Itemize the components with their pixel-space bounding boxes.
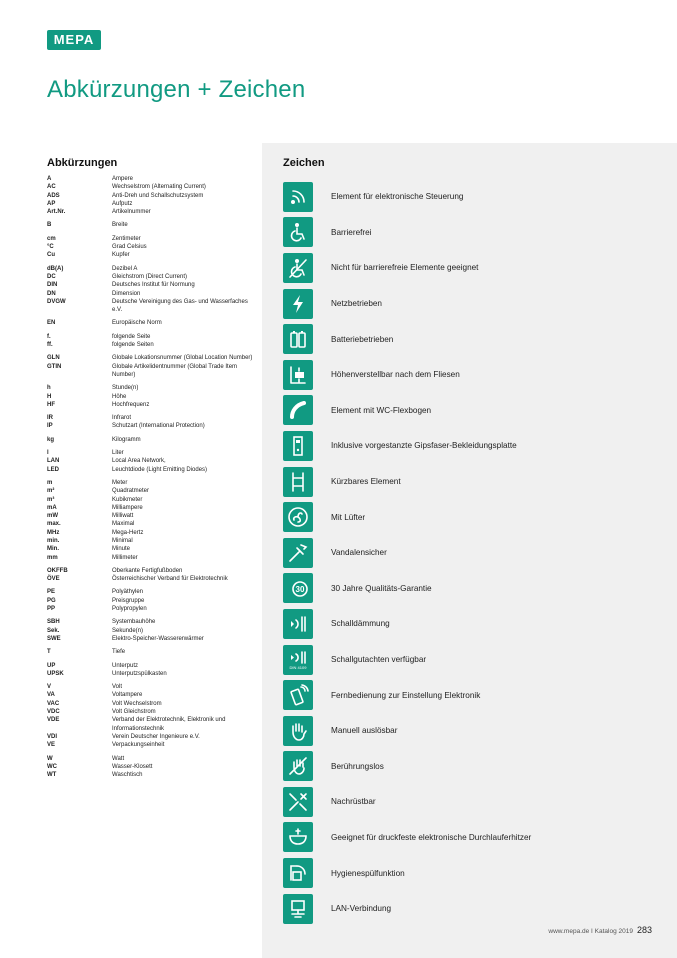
abbreviation-row [47,251,257,259]
abbreviation-term: LED [47,466,59,473]
abbreviation-row [47,504,257,512]
symbol-label: Schallgutachten verfügbar [331,655,427,665]
abbreviation-definition: Deutsche Vereinigung des Gas- und Wasserfaches e.V. [112,298,248,314]
abbreviation-row [47,333,257,341]
abbreviation-row [47,449,257,457]
abbreviation-definition: Gleichstrom (Direct Current) [112,273,188,280]
abbreviation-definition: Volt [112,684,123,691]
abbreviation-definition: Wechselstrom (Alternating Current) [112,184,206,191]
symbol-label: 30 Jahre Qualitäts-Garantie [331,583,432,593]
abbreviation-group [47,384,257,409]
abbreviation-group [47,221,257,229]
symbol-label: Vandalensicher [331,548,387,558]
abbreviation-definition: Preisgruppe [112,597,145,604]
abbreviation-term: LAN [47,458,60,465]
abbreviation-definition: Verpackungseinheit [112,742,165,749]
abbreviation-group [47,662,257,679]
symbol-label: Mit Lüfter [331,512,366,522]
symbols-section [283,157,673,926]
symbol-label: Barrierefrei [331,227,372,237]
abbreviation-group [47,319,257,327]
lan-icon [283,894,313,924]
abbreviation-row [47,319,257,327]
abbreviation-term: Sek. [47,627,60,634]
abbreviation-term: m [47,479,53,486]
abbreviation-row [47,662,257,670]
abbreviation-row [47,414,257,422]
abbreviation-definition: Millimeter [112,554,138,561]
abbreviation-row [47,554,257,562]
abbreviation-term: GTIN [47,363,62,370]
abbreviation-row [47,733,257,741]
abbreviation-definition: Dezibel A [112,265,138,272]
symbol-label: Fernbedienung zur Einstellung Elektronik [331,690,481,700]
abbreviation-term: WC [47,763,57,770]
abbreviation-definition: Anti-Dreh und Schallschutzsystem [112,192,204,199]
abbreviation-term: PP [47,606,56,613]
abbreviation-group [47,683,257,749]
abbreviation-row [47,648,257,656]
abbreviation-row [47,627,257,635]
abbreviation-term: B [47,222,52,229]
abbreviation-row [47,363,257,380]
symbol-label: Hygienespülfunktion [331,868,405,878]
symbol-label: Geeignet für druckfeste elektronische Durchlauferhitzer [331,832,532,842]
symbols-heading: Zeichen [283,157,325,169]
abbreviation-row [47,567,257,575]
abbreviation-definition: Systembauhöhe [112,619,156,626]
height-adjust-icon [283,360,313,390]
abbreviations-heading: Abkürzungen [47,157,118,169]
abbreviation-definition: Polyäthylen [112,589,144,596]
symbol-row [283,215,673,251]
abbreviation-definition: Kupfer [112,252,130,259]
abbreviation-row [47,290,257,298]
abbreviation-row [47,354,257,362]
symbol-label: Nachrüstbar [331,797,376,807]
abbreviation-row [47,545,257,553]
abbreviation-row [47,683,257,691]
abbreviation-row [47,221,257,229]
symbol-label: Nicht für barrierefreie Elemente geeignet [331,263,479,273]
abbreviation-row [47,520,257,528]
batteries-icon [283,324,313,354]
washbasin-heater-icon [283,822,313,852]
abbreviation-definition: folgende Seiten [112,342,154,349]
abbreviation-definition: Minute [112,546,131,553]
wheelchair-crossed-icon [283,253,313,283]
abbreviation-row [47,763,257,771]
abbreviation-row [47,298,257,315]
symbols-list [283,179,673,926]
abbreviation-term: max. [47,521,61,528]
symbol-label: Kürzbares Element [331,477,401,487]
abbreviation-definition: Infrarot [112,415,132,422]
abbreviation-term: Art.Nr. [47,209,66,216]
abbreviations-section [47,157,257,784]
gypsum-panel-icon [283,431,313,461]
abbreviation-row [47,393,257,401]
abbreviation-definition: Sekunde(n) [112,627,144,634]
abbreviation-group [47,175,257,216]
symbol-label: Berührungslos [331,761,384,771]
abbreviation-term: ADS [47,192,60,199]
symbol-row [283,357,673,393]
abbreviation-term: PG [47,597,56,604]
abbreviation-row [47,265,257,273]
abbreviation-row [47,496,257,504]
abbreviation-term: h [47,385,51,392]
symbol-row [283,606,673,642]
abbreviation-row [47,605,257,613]
abbreviation-term: DVGW [47,298,66,305]
symbol-row [283,784,673,820]
abbreviation-row [47,175,257,183]
abbreviation-term: m² [47,488,55,495]
abbreviation-row [47,422,257,430]
abbreviation-term: HF [47,401,55,408]
abbreviation-term: f. [47,333,51,340]
abbreviation-term: W [47,755,53,762]
abbreviation-row [47,716,257,733]
page-number: 283 [636,925,652,935]
abbreviation-row [47,597,257,605]
abbreviation-definition: Waschtisch [112,772,143,779]
abbreviation-term: min. [47,537,60,544]
abbreviation-definition: Verein Deutscher Ingenieure e.V. [112,733,200,740]
guarantee-30-icon [283,573,313,603]
abbreviation-row [47,235,257,243]
abbreviation-definition: Tiefe [112,649,126,656]
symbol-row [283,321,673,357]
abbreviation-definition: Österreichischer Verband für Elektrotechnik [112,576,228,583]
symbol-row [283,713,673,749]
abbreviation-term: UP [47,662,56,669]
abbreviation-row [47,588,257,596]
abbreviation-definition: Liter [112,450,124,457]
symbol-label: Inklusive vorgestanzte Gipsfaser-Bekleidungsplatte [331,441,517,451]
abbreviation-term: mA [47,504,57,511]
abbreviation-definition: Grad Celsius [112,244,147,251]
flex-bend-icon [283,395,313,425]
abbreviation-definition: Zentimeter [112,235,141,242]
abbreviation-row [47,208,257,216]
abbreviation-row [47,575,257,583]
abbreviation-term: mW [47,513,58,520]
symbol-label: Element mit WC-Flexbogen [331,405,432,415]
abbreviation-definition: Globale Lokationsnummer (Global Location Number) [112,355,253,362]
symbol-row [283,571,673,607]
abbreviation-definition: Maximal [112,521,135,528]
abbreviation-row [47,700,257,708]
abbreviation-term: Cu [47,252,55,259]
abbreviation-term: WT [47,772,57,779]
abbreviation-term: SWE [47,635,61,642]
abbreviation-row [47,741,257,749]
symbol-row [283,749,673,785]
abbreviation-row [47,466,257,474]
symbol-label: Element für elektronische Steuerung [331,192,464,202]
abbreviation-term: DN [47,290,56,297]
abbreviation-row [47,192,257,200]
wheelchair-icon [283,217,313,247]
abbreviation-term: DIN [47,282,58,289]
abbreviation-term: AP [47,200,56,207]
symbol-label: Höhenverstellbar nach dem Fliesen [331,370,460,380]
brand-logo: MEPA [47,30,101,50]
abbreviation-group [47,648,257,656]
abbreviation-definition: Unterputz [112,662,139,669]
abbreviation-term: ÖVE [47,576,60,583]
abbreviation-definition: Schutzart (International Protection) [112,423,205,430]
vandal-proof-icon [283,538,313,568]
abbreviation-row [47,401,257,409]
abbreviation-definition: Hochfrequenz [112,401,150,408]
abbreviation-term: m³ [47,496,55,503]
abbreviation-definition: Höhe [112,393,127,400]
abbreviation-row [47,436,257,444]
abbreviation-definition: Mega-Hertz [112,529,144,536]
symbol-row [283,820,673,856]
abbreviation-definition: Kilogramm [112,436,141,443]
abbreviation-definition: Milliwatt [112,513,134,520]
sound-insulation-icon [283,609,313,639]
abbreviation-definition: Stunde(n) [112,385,139,392]
symbol-label: Manuell auslösbar [331,726,398,736]
abbreviation-group [47,354,257,379]
abbreviation-definition: Local Area Network, [112,458,166,465]
abbreviation-group [47,479,257,562]
sound-report-icon [283,645,313,675]
abbreviation-definition: Europäische Norm [112,320,162,327]
signal-waves-icon [283,182,313,212]
symbol-label: Netzbetrieben [331,299,382,309]
symbol-row [283,428,673,464]
abbreviation-definition: Ampere [112,176,134,182]
abbreviation-group [47,588,257,613]
abbreviation-definition: Minimal [112,537,133,544]
abbreviation-row [47,243,257,251]
abbreviation-term: DC [47,273,56,280]
symbol-row [283,464,673,500]
abbreviation-term: GLN [47,355,60,362]
abbreviation-term: VDI [47,733,58,740]
abbreviation-term: l [47,450,49,457]
hygiene-flush-icon [283,858,313,888]
abbreviation-row [47,457,257,465]
abbreviation-row [47,618,257,626]
abbreviation-group [47,449,257,474]
abbreviation-row [47,479,257,487]
abbreviation-definition: Quadratmeter [112,488,150,495]
symbol-row [283,642,673,678]
symbol-row [283,499,673,535]
hand-icon [283,716,313,746]
abbreviation-definition: Aufputz [112,200,133,207]
abbreviation-row [47,708,257,716]
abbreviation-term: cm [47,235,56,242]
abbreviation-term: mm [47,554,58,561]
abbreviation-term: MHz [47,529,60,536]
abbreviations-list [47,175,257,779]
abbreviation-definition: Leuchtdiode (Light Emitting Diodes) [112,466,208,473]
symbol-row [283,535,673,571]
tools-icon [283,787,313,817]
abbreviation-term: H [47,393,52,400]
abbreviation-definition: Milliampere [112,504,143,511]
symbol-label: LAN-Verbindung [331,904,392,914]
abbreviation-row [47,537,257,545]
abbreviation-term: IR [47,415,53,422]
remote-control-icon [283,680,313,710]
abbreviation-definition: Volt Wechselstrom [112,700,162,707]
abbreviation-definition: Dimension [112,290,141,297]
symbol-row [283,677,673,713]
abbreviation-row [47,341,257,349]
symbol-row [283,393,673,429]
abbreviation-group [47,235,257,260]
abbreviation-group [47,333,257,350]
abbreviation-term: VAC [47,700,60,707]
abbreviation-group [47,265,257,315]
abbreviation-row [47,200,257,208]
abbreviation-group [47,414,257,431]
symbol-row [283,855,673,891]
symbol-row [283,891,673,927]
abbreviation-row [47,635,257,643]
abbreviation-definition: Globale Artikelidentnummer (Global Trade Item Number) [112,363,238,378]
abbreviation-term: A [47,176,52,182]
fan-icon [283,502,313,532]
abbreviation-row [47,691,257,699]
abbreviation-row [47,755,257,763]
symbol-row [283,179,673,215]
abbreviation-row [47,183,257,191]
svg-text:DIN 4109: DIN 4109 [289,664,307,670]
abbreviation-definition: Polypropylen [112,606,147,613]
abbreviation-term: AC [47,184,56,191]
abbreviation-group [47,618,257,643]
abbreviation-term: VDC [47,709,60,716]
abbreviation-term: VA [47,692,55,699]
abbreviation-definition: Artikelnummer [112,209,151,216]
abbreviation-row [47,384,257,392]
page-footer [548,925,652,935]
abbreviation-term: dB(A) [47,265,64,272]
abbreviation-term: VDE [47,717,60,724]
abbreviation-definition: Verband der Elektrotechnik, Elektronik und Informationstechnik [112,717,226,732]
symbol-row [283,250,673,286]
abbreviation-term: SBH [47,619,60,626]
abbreviation-definition: Breite [112,222,128,229]
svg-text:30: 30 [295,585,305,595]
abbreviation-definition: Watt [112,755,125,762]
abbreviation-row [47,281,257,289]
abbreviation-definition: Elektro-Speicher-Wassererwärmer [112,635,204,642]
abbreviation-group [47,755,257,780]
abbreviation-term: IP [47,423,53,430]
abbreviation-term: Min. [47,546,59,553]
abbreviation-definition: Wasser-Klosett [112,763,153,770]
symbol-label: Batteriebetrieben [331,334,394,344]
abbreviation-definition: folgende Seite [112,333,151,340]
abbreviation-term: ff. [47,342,53,349]
abbreviation-row [47,273,257,281]
abbreviation-row [47,512,257,520]
abbreviation-term: kg [47,436,55,443]
abbreviation-term: OKFFB [47,567,68,574]
abbreviation-definition: Volt Gleichstrom [112,709,156,716]
abbreviation-definition: Meter [112,479,128,486]
abbreviation-definition: Kubikmeter [112,496,143,503]
abbreviation-definition: Voltampere [112,692,143,699]
abbreviation-group [47,567,257,584]
abbreviation-definition: Deutsches Institut für Normung [112,282,195,289]
abbreviation-definition: Unterputzspülkasten [112,670,167,677]
abbreviation-row [47,529,257,537]
abbreviation-group [47,436,257,444]
abbreviation-row [47,487,257,495]
abbreviation-definition: Oberkante Fertigfußboden [112,567,183,574]
symbol-label: Schalldämmung [331,619,390,629]
lightning-bolt-icon [283,289,313,319]
symbol-row [283,286,673,322]
page-title: Abkürzungen + Zeichen [47,76,306,103]
touchless-icon [283,751,313,781]
abbreviation-term: °C [47,244,54,251]
abbreviation-row [47,771,257,779]
abbreviation-term: T [47,649,51,656]
abbreviation-term: PE [47,589,56,596]
abbreviation-term: V [47,684,52,691]
abbreviation-row [47,670,257,678]
abbreviation-term: UPSK [47,670,64,677]
abbreviation-term: VE [47,742,56,749]
footer-text: www.mepa.de I Katalog 2019 [548,928,633,935]
shortenable-icon [283,467,313,497]
abbreviation-term: EN [47,320,56,327]
